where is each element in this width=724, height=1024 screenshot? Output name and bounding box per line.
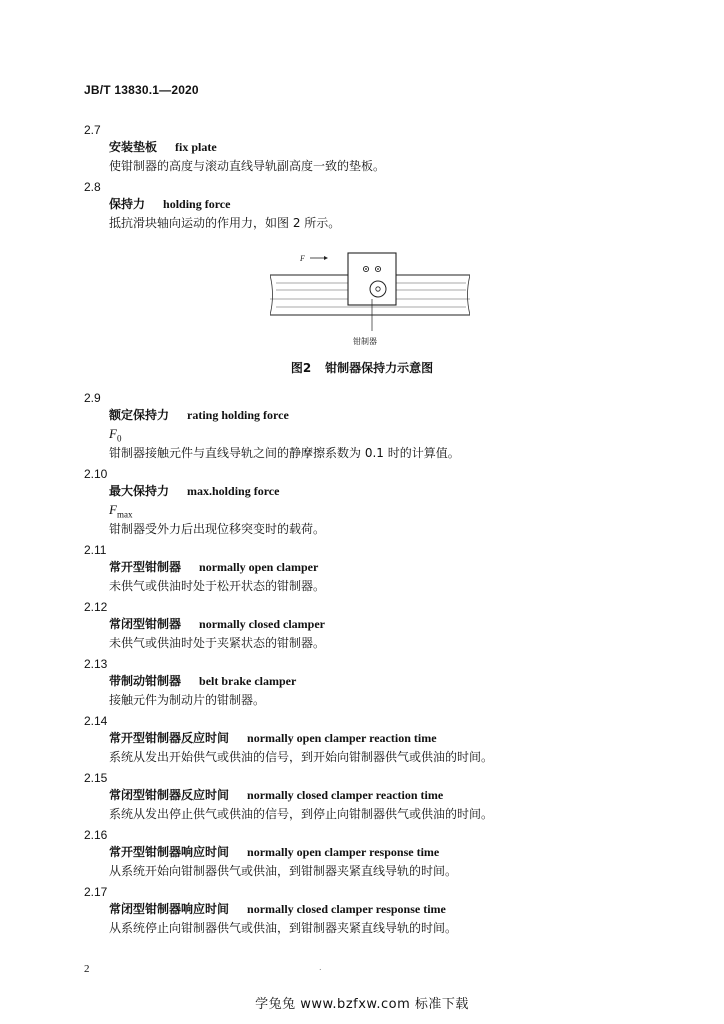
clause-number: 2.13 xyxy=(84,657,108,671)
symbol-letter: F xyxy=(109,426,117,441)
term-definition: 抵抗滑块轴向运动的作用力，如图 2 所示。 xyxy=(109,216,341,230)
term-chinese: 常开型钳制器 xyxy=(109,560,182,574)
term-definition: 使钳制器的高度与滚动直线导轨副高度一致的垫板。 xyxy=(109,159,386,173)
symbol-subscript: 0 xyxy=(116,433,122,444)
page-number: 2 xyxy=(84,963,90,975)
figure-caption xyxy=(0,359,724,376)
term-chinese: 保持力 xyxy=(109,197,146,211)
term-definition: 钳制器接触元件与直线导轨之间的静摩擦系数为 0.1 时的计算值。 xyxy=(109,446,460,460)
term-line xyxy=(109,787,443,803)
term-definition: 系统从发出停止供气或供油的信号，到停止向钳制器供气或供油的时间。 xyxy=(109,807,494,821)
term-english: normally open clamper response time xyxy=(247,845,440,859)
clamper-label: 钳制器 xyxy=(353,337,377,346)
term-english: rating holding force xyxy=(187,408,289,422)
term-line xyxy=(109,196,230,212)
term-line xyxy=(109,901,446,917)
term-line xyxy=(109,673,296,689)
term-definition: 未供气或供油时处于夹紧状态的钳制器。 xyxy=(109,636,326,650)
term-line xyxy=(109,730,437,746)
term-english: normally closed clamper xyxy=(199,617,325,631)
term-english: belt brake clamper xyxy=(199,674,297,688)
term-line xyxy=(109,559,318,575)
clause-number: 2.10 xyxy=(84,467,108,481)
term-chinese: 常闭型钳制器 xyxy=(109,617,182,631)
clamper-block xyxy=(348,253,396,305)
clause-number: 2.14 xyxy=(84,714,108,728)
term-english: normally open clamper reaction time xyxy=(247,731,437,745)
clause-number: 2.8 xyxy=(84,180,101,194)
symbol-subscript: max xyxy=(116,509,133,520)
term-english: normally closed clamper response time xyxy=(247,902,446,916)
term-english: holding force xyxy=(163,197,231,211)
figure-title: 钳制器保持力示意图 xyxy=(325,361,434,375)
term-line xyxy=(109,844,439,860)
term-definition: 接触元件为制动片的钳制器。 xyxy=(109,693,266,707)
clause-number: 2.11 xyxy=(84,543,107,557)
term-english: normally open clamper xyxy=(199,560,319,574)
term-symbol xyxy=(109,502,132,523)
clause-number: 2.16 xyxy=(84,828,108,842)
watermark-footer: 学兔兔 www.bzfxw.com 标准下载 xyxy=(255,997,469,1012)
symbol-letter: F xyxy=(109,502,117,517)
term-chinese: 额定保持力 xyxy=(109,408,170,422)
force-arrow xyxy=(299,254,328,263)
force-label: F xyxy=(300,254,305,263)
clause-number: 2.9 xyxy=(84,391,101,405)
term-chinese: 带制动钳制器 xyxy=(109,674,182,688)
term-chinese: 常闭型钳制器响应时间 xyxy=(109,902,230,916)
page-dot: . xyxy=(319,963,322,972)
term-english: normally closed clamper reaction time xyxy=(247,788,444,802)
term-definition: 未供气或供油时处于松开状态的钳制器。 xyxy=(109,579,326,593)
term-chinese: 常开型钳制器响应时间 xyxy=(109,845,230,859)
term-line xyxy=(109,616,325,632)
figure-number: 图2 xyxy=(290,361,312,375)
term-definition: 从系统开始向钳制器供气或供油，到钳制器夹紧直线导轨的时间。 xyxy=(109,864,458,878)
term-chinese: 常闭型钳制器反应时间 xyxy=(109,788,230,802)
clause-number: 2.12 xyxy=(84,600,108,614)
term-chinese: 常开型钳制器反应时间 xyxy=(109,731,230,745)
term-definition: 钳制器受外力后出现位移突变时的载荷。 xyxy=(109,522,326,536)
term-definition: 系统从发出开始供气或供油的信号，到开始向钳制器供气或供油的时间。 xyxy=(109,750,494,764)
term-english: max.holding force xyxy=(187,484,280,498)
term-chinese: 最大保持力 xyxy=(109,484,170,498)
term-english: fix plate xyxy=(175,140,217,154)
term-symbol xyxy=(109,426,121,447)
term-definition: 从系统停止向钳制器供气或供油，到钳制器夹紧直线导轨的时间。 xyxy=(109,921,458,935)
term-line xyxy=(109,407,289,423)
document-code: JB/T 13830.1—2020 xyxy=(84,83,199,97)
clause-number: 2.7 xyxy=(84,123,101,137)
clause-number: 2.17 xyxy=(84,885,108,899)
clause-number: 2.15 xyxy=(84,771,108,785)
clamper-holding-force-diagram xyxy=(270,247,470,347)
term-line xyxy=(109,483,279,499)
term-chinese: 安装垫板 xyxy=(109,140,158,154)
term-line xyxy=(109,139,217,155)
